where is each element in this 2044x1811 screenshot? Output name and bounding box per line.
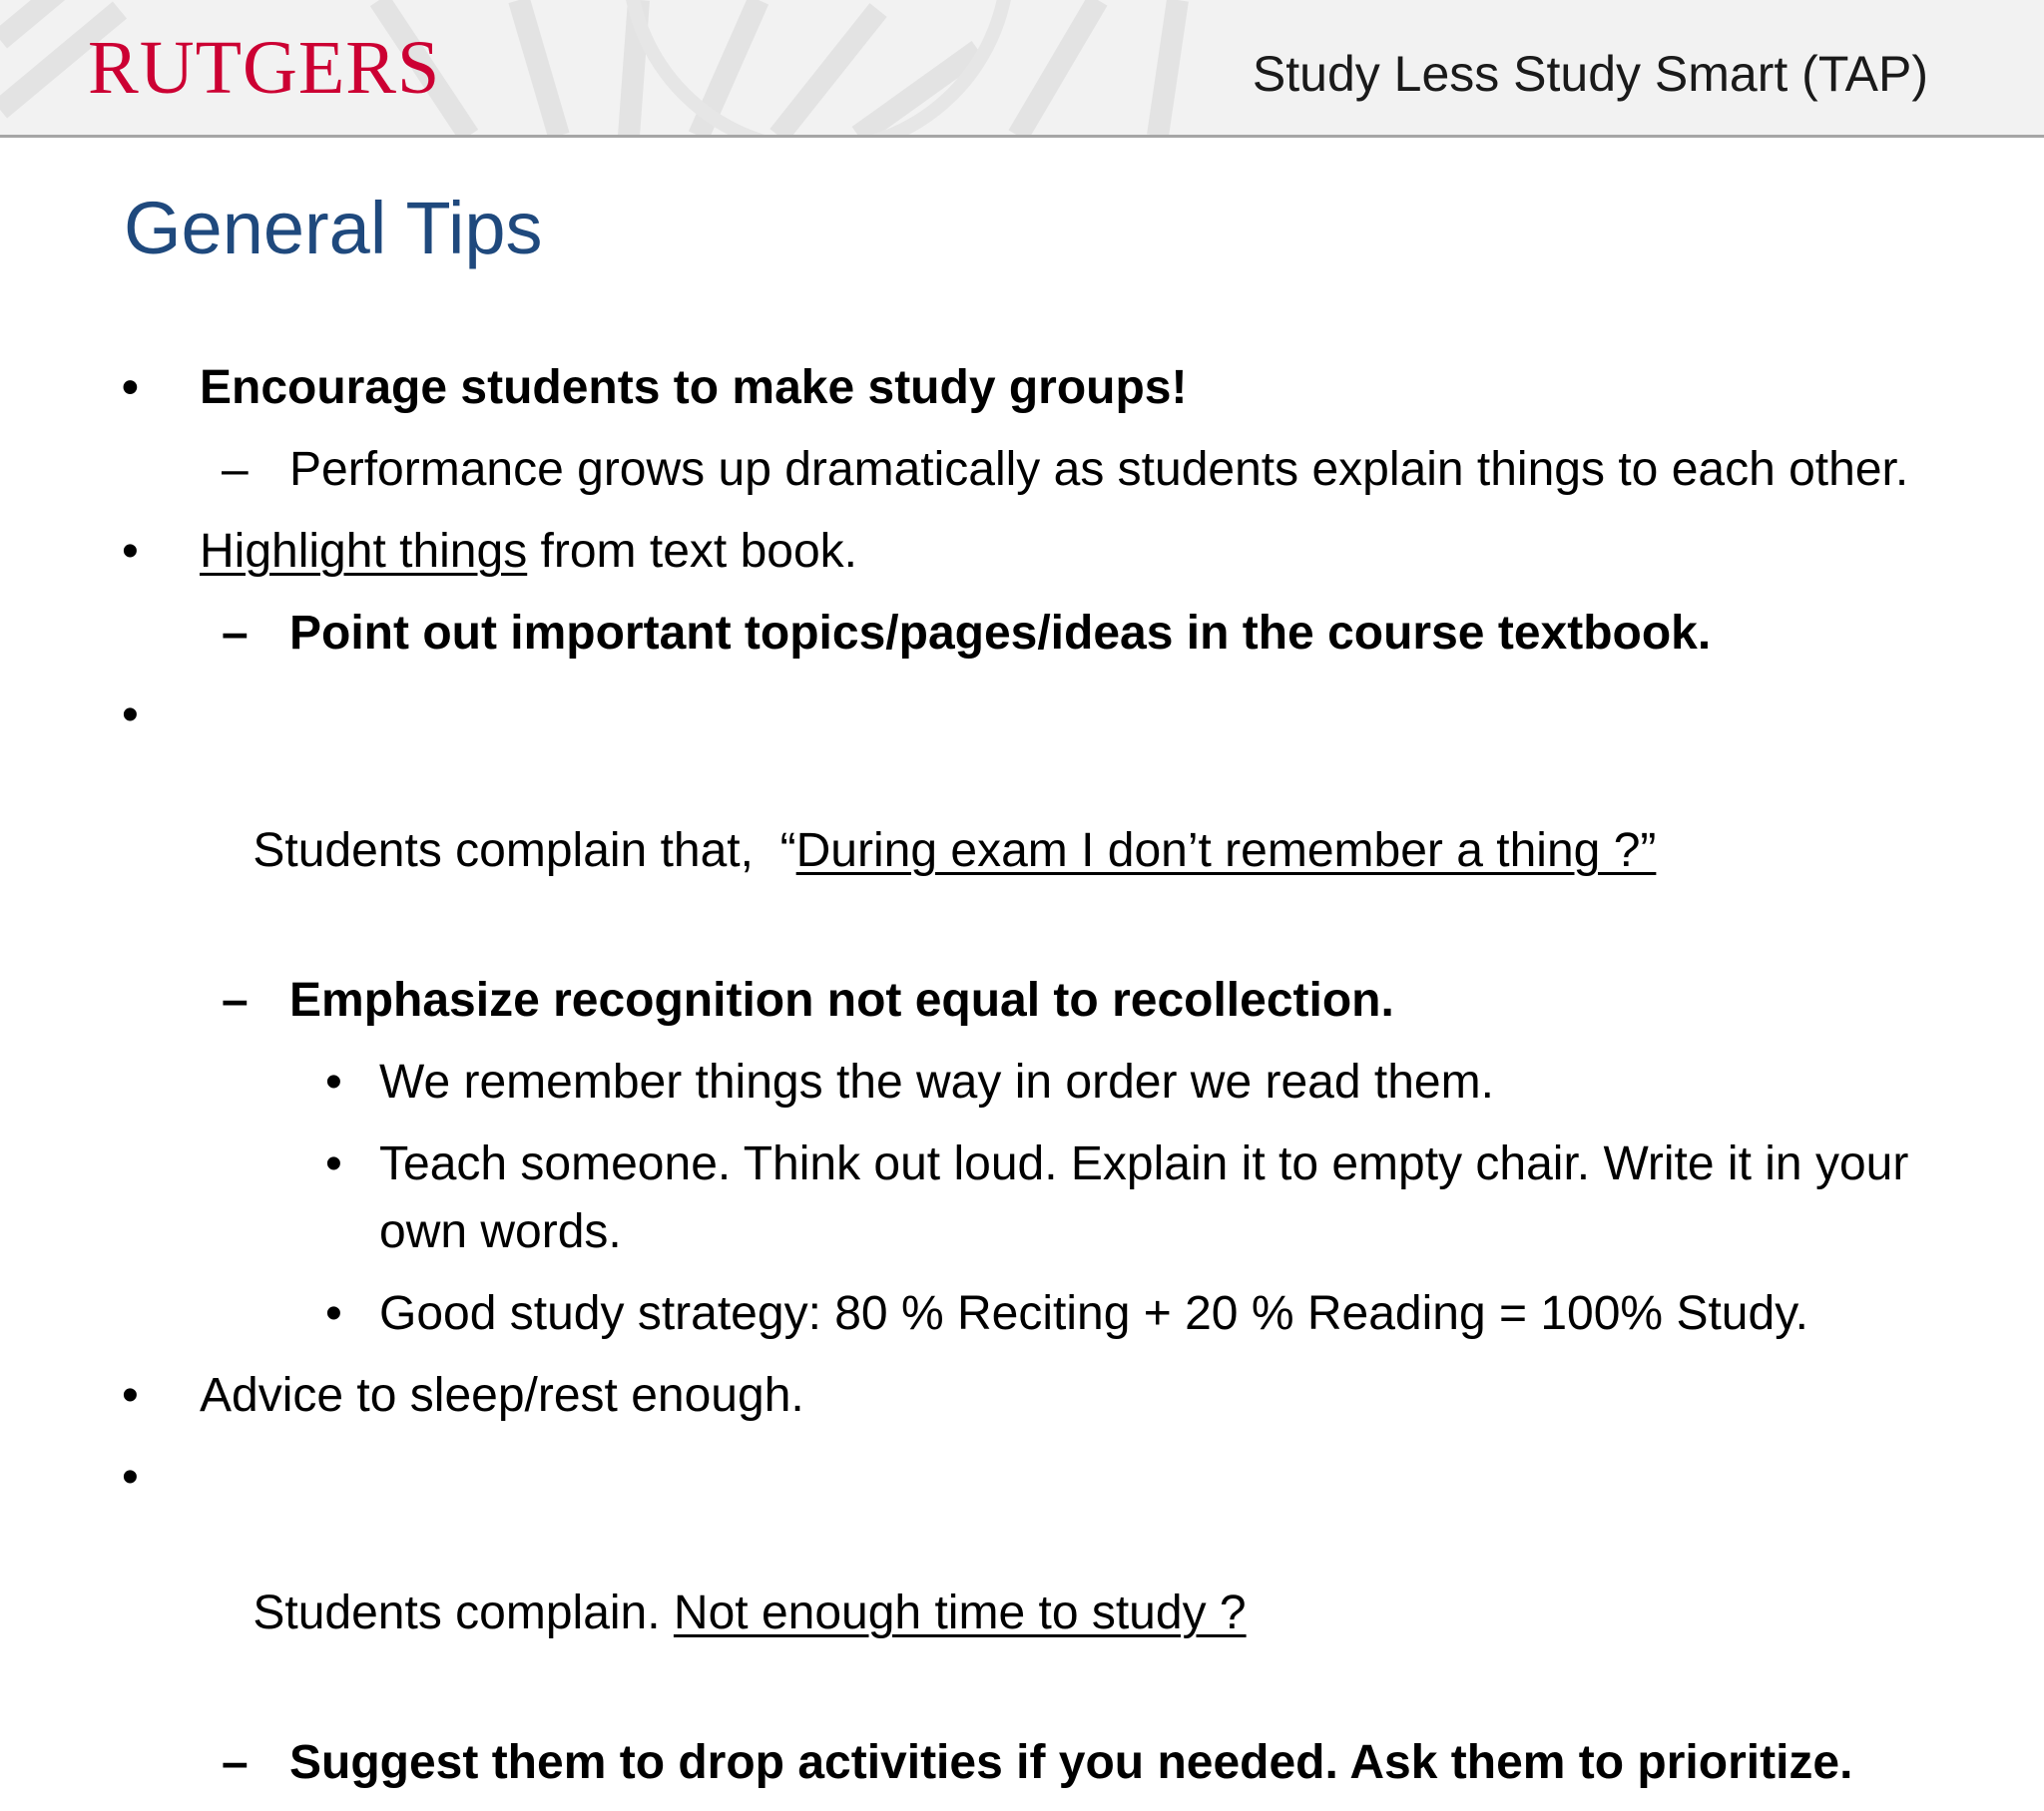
list-item [0,1131,2044,1266]
dash-marker: – [222,607,249,660]
bullet-marker: • [122,1451,139,1504]
item-text: Emphasize recognition not equal to recollection. [289,974,1394,1027]
list-item [0,1444,2044,1715]
list-item [0,1280,2044,1348]
list-item [0,1362,2044,1430]
item-text: Teach someone. Think out loud. Explain it to empty chair. Write it in your own words. [379,1137,1909,1258]
list-item [0,681,2044,953]
item-text: Students complain. [253,1586,674,1639]
item-text: Good study strategy: 80 % Reciting + 20 % Reading = 100% Study. [379,1287,1808,1340]
dash-marker: – [222,443,249,496]
dash-marker: – [222,1736,249,1789]
item-text: Point out important topics/pages/ideas in the course textbook. [289,607,1712,660]
slide-header [0,0,2044,136]
list-item [0,1049,2044,1117]
bullet-marker: • [325,1056,342,1109]
item-text: Encourage students to make study groups! [200,361,1188,414]
list-item [0,967,2044,1035]
item-text: Students complain that, “ [253,824,796,877]
item-underlined-text: Highlight things [200,525,528,578]
item-text: We remember things the way in order we read them. [379,1056,1494,1109]
bullet-list [0,354,2044,1811]
item-underlined-text: During exam I don’t remember a thing ?” [795,824,1657,877]
header-title: Study Less Study Smart (TAP) [1252,46,1928,102]
list-item [0,1729,2044,1797]
item-underlined-text: Not enough time to study ? [673,1586,1247,1639]
item-text: Suggest them to drop activities if you needed. Ask them to prioritize. [289,1736,1853,1789]
bullet-marker: • [122,525,139,578]
list-item [0,354,2044,422]
item-text: Performance grows up dramatically as students explain things to each other. [289,443,1909,496]
list-item [0,518,2044,586]
item-text: Advice to sleep/rest enough. [200,1369,804,1422]
bullet-marker: • [122,361,139,414]
bullet-marker: • [325,1287,342,1340]
header-divider [0,135,2044,138]
bullet-marker: • [325,1137,342,1190]
bullet-marker: • [122,1369,139,1422]
dash-marker: – [222,974,249,1027]
item-text: from text book. [527,525,857,578]
list-item [0,600,2044,668]
bullet-marker: • [122,688,139,741]
rutgers-logo: RUTGERS [88,26,441,110]
list-item [0,436,2044,504]
slide-title: General Tips [124,187,543,269]
